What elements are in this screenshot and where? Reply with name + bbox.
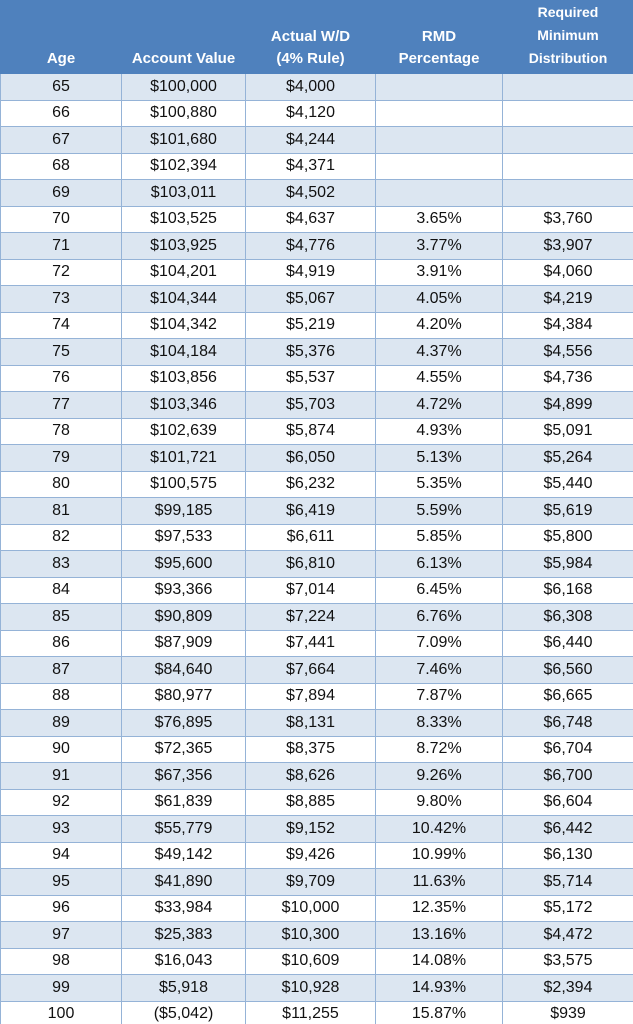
age-cell: 99 [1, 975, 122, 1002]
age-cell: 76 [1, 365, 122, 392]
table-row [1, 445, 633, 472]
rmd-percentage-cell: 7.46% [376, 657, 503, 684]
age-cell: 66 [1, 100, 122, 127]
actual-wd-cell: $10,300 [246, 922, 376, 949]
required-min-cell: $3,575 [503, 948, 633, 975]
actual-wd-cell: $5,874 [246, 418, 376, 445]
required-min-cell: $5,172 [503, 895, 633, 922]
rmd-percentage-cell: 3.65% [376, 206, 503, 233]
account-value-cell: $90,809 [122, 604, 246, 631]
header-rmd-percentage [376, 1, 503, 74]
account-value-cell: $100,000 [122, 74, 246, 101]
table-row [1, 789, 633, 816]
table-row [1, 180, 633, 207]
rmd-percentage-cell [376, 153, 503, 180]
required-min-cell [503, 153, 633, 180]
account-value-cell: $101,721 [122, 445, 246, 472]
actual-wd-cell: $7,894 [246, 683, 376, 710]
account-value-cell: $41,890 [122, 869, 246, 896]
actual-wd-cell: $8,626 [246, 763, 376, 790]
account-value-cell: $102,639 [122, 418, 246, 445]
account-value-cell: $99,185 [122, 498, 246, 525]
required-min-cell: $6,700 [503, 763, 633, 790]
table-row [1, 524, 633, 551]
rmd-percentage-cell: 10.99% [376, 842, 503, 869]
table-body [1, 74, 633, 1024]
age-cell: 79 [1, 445, 122, 472]
account-value-cell: $101,680 [122, 127, 246, 154]
table-row [1, 948, 633, 975]
actual-wd-cell: $7,014 [246, 577, 376, 604]
account-value-cell: $103,011 [122, 180, 246, 207]
account-value-cell: ($5,042) [122, 1001, 246, 1024]
actual-wd-cell: $4,371 [246, 153, 376, 180]
account-value-cell: $104,342 [122, 312, 246, 339]
actual-wd-cell: $5,067 [246, 286, 376, 313]
rmd-percentage-cell: 4.93% [376, 418, 503, 445]
header-actual-wd [246, 1, 376, 74]
rmd-percentage-cell: 4.20% [376, 312, 503, 339]
rmd-percentage-cell: 6.45% [376, 577, 503, 604]
age-cell: 78 [1, 418, 122, 445]
table-row [1, 842, 633, 869]
table-row [1, 418, 633, 445]
actual-wd-cell: $5,537 [246, 365, 376, 392]
rmd-percentage-cell: 4.37% [376, 339, 503, 366]
account-value-cell: $72,365 [122, 736, 246, 763]
actual-wd-cell: $9,709 [246, 869, 376, 896]
age-cell: 85 [1, 604, 122, 631]
account-value-cell: $95,600 [122, 551, 246, 578]
actual-wd-cell: $7,224 [246, 604, 376, 631]
account-value-cell: $100,575 [122, 471, 246, 498]
required-min-cell: $5,984 [503, 551, 633, 578]
table-row [1, 736, 633, 763]
age-cell: 94 [1, 842, 122, 869]
table-row [1, 551, 633, 578]
required-min-cell: $6,130 [503, 842, 633, 869]
actual-wd-cell: $8,131 [246, 710, 376, 737]
age-cell: 95 [1, 869, 122, 896]
rmd-percentage-cell [376, 74, 503, 101]
rmd-percentage-cell: 6.13% [376, 551, 503, 578]
rmd-percentage-cell: 7.09% [376, 630, 503, 657]
required-min-cell [503, 127, 633, 154]
required-min-cell: $4,899 [503, 392, 633, 419]
required-min-cell [503, 100, 633, 127]
account-value-cell: $104,184 [122, 339, 246, 366]
age-cell: 71 [1, 233, 122, 260]
rmd-percentage-cell: 14.08% [376, 948, 503, 975]
rmd-percentage-cell: 3.91% [376, 259, 503, 286]
table-header [1, 1, 633, 74]
actual-wd-cell: $5,219 [246, 312, 376, 339]
rmd-percentage-cell: 5.13% [376, 445, 503, 472]
age-cell: 81 [1, 498, 122, 525]
table-row [1, 312, 633, 339]
table-row [1, 975, 633, 1002]
actual-wd-cell: $9,426 [246, 842, 376, 869]
account-value-cell: $84,640 [122, 657, 246, 684]
header-actual-wd-line-2: (4% Rule) [276, 50, 345, 67]
age-cell: 82 [1, 524, 122, 551]
header-account-value-line: Account Value [131, 50, 236, 67]
table-row [1, 657, 633, 684]
rmd-percentage-cell: 7.87% [376, 683, 503, 710]
table-row [1, 127, 633, 154]
table-row [1, 869, 633, 896]
account-value-cell: $103,925 [122, 233, 246, 260]
header-required-minimum-distribution [503, 1, 633, 74]
age-cell: 75 [1, 339, 122, 366]
table-row [1, 392, 633, 419]
table-row [1, 259, 633, 286]
account-value-cell: $104,344 [122, 286, 246, 313]
actual-wd-cell: $11,255 [246, 1001, 376, 1024]
header-required-line-2: Minimum [537, 27, 599, 43]
account-value-cell: $55,779 [122, 816, 246, 843]
age-cell: 92 [1, 789, 122, 816]
required-min-cell: $4,472 [503, 922, 633, 949]
age-cell: 69 [1, 180, 122, 207]
required-min-cell: $5,440 [503, 471, 633, 498]
age-cell: 93 [1, 816, 122, 843]
age-cell: 97 [1, 922, 122, 949]
header-rmd-percentage-line-2: Percentage [398, 50, 480, 67]
required-min-cell: $5,091 [503, 418, 633, 445]
actual-wd-cell: $7,441 [246, 630, 376, 657]
header-rmd-percentage-line-1: RMD [421, 28, 457, 45]
actual-wd-cell: $6,232 [246, 471, 376, 498]
rmd-percentage-cell: 3.77% [376, 233, 503, 260]
account-value-cell: $49,142 [122, 842, 246, 869]
account-value-cell: $16,043 [122, 948, 246, 975]
age-cell: 67 [1, 127, 122, 154]
age-cell: 84 [1, 577, 122, 604]
table-row [1, 710, 633, 737]
required-min-cell: $6,308 [503, 604, 633, 631]
header-row [1, 1, 633, 74]
age-cell: 91 [1, 763, 122, 790]
age-cell: 83 [1, 551, 122, 578]
header-required-line-1: Required [537, 4, 599, 20]
table-row [1, 74, 633, 101]
required-min-cell: $4,060 [503, 259, 633, 286]
account-value-cell: $104,201 [122, 259, 246, 286]
rmd-percentage-cell: 11.63% [376, 869, 503, 896]
account-value-cell: $76,895 [122, 710, 246, 737]
actual-wd-cell: $9,152 [246, 816, 376, 843]
rmd-percentage-cell: 14.93% [376, 975, 503, 1002]
table-row [1, 233, 633, 260]
required-min-cell: $4,219 [503, 286, 633, 313]
account-value-cell: $25,383 [122, 922, 246, 949]
rmd-percentage-cell: 4.72% [376, 392, 503, 419]
age-cell: 70 [1, 206, 122, 233]
actual-wd-cell: $6,810 [246, 551, 376, 578]
account-value-cell: $100,880 [122, 100, 246, 127]
table-row [1, 683, 633, 710]
actual-wd-cell: $4,919 [246, 259, 376, 286]
actual-wd-cell: $10,609 [246, 948, 376, 975]
actual-wd-cell: $4,120 [246, 100, 376, 127]
actual-wd-cell: $6,419 [246, 498, 376, 525]
age-cell: 100 [1, 1001, 122, 1024]
account-value-cell: $103,856 [122, 365, 246, 392]
table-row [1, 922, 633, 949]
required-min-cell: $2,394 [503, 975, 633, 1002]
actual-wd-cell: $6,050 [246, 445, 376, 472]
age-cell: 74 [1, 312, 122, 339]
age-cell: 65 [1, 74, 122, 101]
account-value-cell: $61,839 [122, 789, 246, 816]
required-min-cell: $5,800 [503, 524, 633, 551]
actual-wd-cell: $4,000 [246, 74, 376, 101]
rmd-percentage-cell: 13.16% [376, 922, 503, 949]
table-row [1, 604, 633, 631]
required-min-cell: $4,556 [503, 339, 633, 366]
table-row [1, 153, 633, 180]
age-cell: 87 [1, 657, 122, 684]
age-cell: 80 [1, 471, 122, 498]
actual-wd-cell: $4,244 [246, 127, 376, 154]
account-value-cell: $97,533 [122, 524, 246, 551]
rmd-percentage-cell: 6.76% [376, 604, 503, 631]
actual-wd-cell: $10,928 [246, 975, 376, 1002]
required-min-cell: $4,384 [503, 312, 633, 339]
age-cell: 72 [1, 259, 122, 286]
required-min-cell [503, 180, 633, 207]
rmd-percentage-cell [376, 180, 503, 207]
actual-wd-cell: $6,611 [246, 524, 376, 551]
header-actual-wd-line-1: Actual W/D [270, 28, 351, 45]
account-value-cell: $80,977 [122, 683, 246, 710]
account-value-cell: $103,346 [122, 392, 246, 419]
table-row [1, 895, 633, 922]
rmd-percentage-cell: 4.05% [376, 286, 503, 313]
age-cell: 88 [1, 683, 122, 710]
account-value-cell: $67,356 [122, 763, 246, 790]
actual-wd-cell: $10,000 [246, 895, 376, 922]
actual-wd-cell: $4,637 [246, 206, 376, 233]
rmd-percentage-cell [376, 100, 503, 127]
rmd-percentage-cell: 9.80% [376, 789, 503, 816]
table-row [1, 630, 633, 657]
age-cell: 77 [1, 392, 122, 419]
actual-wd-cell: $5,376 [246, 339, 376, 366]
account-value-cell: $33,984 [122, 895, 246, 922]
required-min-cell: $5,619 [503, 498, 633, 525]
header-account-value [122, 1, 246, 74]
required-min-cell: $6,665 [503, 683, 633, 710]
required-min-cell: $6,168 [503, 577, 633, 604]
required-min-cell: $6,442 [503, 816, 633, 843]
rmd-percentage-cell: 8.33% [376, 710, 503, 737]
rmd-percentage-cell: 4.55% [376, 365, 503, 392]
required-min-cell: $4,736 [503, 365, 633, 392]
rmd-percentage-cell: 9.26% [376, 763, 503, 790]
age-cell: 73 [1, 286, 122, 313]
age-cell: 98 [1, 948, 122, 975]
required-min-cell: $939 [503, 1001, 633, 1024]
rmd-percentage-cell: 12.35% [376, 895, 503, 922]
table-row [1, 763, 633, 790]
table-row [1, 365, 633, 392]
age-cell: 90 [1, 736, 122, 763]
age-cell: 86 [1, 630, 122, 657]
rmd-percentage-cell: 5.59% [376, 498, 503, 525]
account-value-cell: $5,918 [122, 975, 246, 1002]
actual-wd-cell: $5,703 [246, 392, 376, 419]
rmd-percentage-cell: 8.72% [376, 736, 503, 763]
age-cell: 89 [1, 710, 122, 737]
rmd-percentage-cell [376, 127, 503, 154]
rmd-percentage-cell: 15.87% [376, 1001, 503, 1024]
required-min-cell: $3,907 [503, 233, 633, 260]
required-min-cell: $3,760 [503, 206, 633, 233]
header-age [1, 1, 122, 74]
table-row [1, 1001, 633, 1024]
actual-wd-cell: $4,776 [246, 233, 376, 260]
header-required-line-3: Distribution [528, 50, 608, 66]
account-value-cell: $102,394 [122, 153, 246, 180]
header-age-line: Age [46, 50, 76, 67]
table-row [1, 816, 633, 843]
required-min-cell: $6,604 [503, 789, 633, 816]
table-row [1, 577, 633, 604]
age-cell: 96 [1, 895, 122, 922]
age-cell: 68 [1, 153, 122, 180]
actual-wd-cell: $4,502 [246, 180, 376, 207]
table-row [1, 498, 633, 525]
required-min-cell [503, 74, 633, 101]
table-row [1, 286, 633, 313]
rmd-percentage-cell: 10.42% [376, 816, 503, 843]
table-row [1, 100, 633, 127]
actual-wd-cell: $7,664 [246, 657, 376, 684]
table-row [1, 339, 633, 366]
account-value-cell: $93,366 [122, 577, 246, 604]
required-min-cell: $6,748 [503, 710, 633, 737]
table-row [1, 206, 633, 233]
account-value-cell: $87,909 [122, 630, 246, 657]
required-min-cell: $6,560 [503, 657, 633, 684]
table-row [1, 471, 633, 498]
actual-wd-cell: $8,885 [246, 789, 376, 816]
account-value-cell: $103,525 [122, 206, 246, 233]
rmd-percentage-cell: 5.35% [376, 471, 503, 498]
required-min-cell: $6,704 [503, 736, 633, 763]
actual-wd-cell: $8,375 [246, 736, 376, 763]
rmd-percentage-cell: 5.85% [376, 524, 503, 551]
required-min-cell: $5,264 [503, 445, 633, 472]
required-min-cell: $5,714 [503, 869, 633, 896]
required-min-cell: $6,440 [503, 630, 633, 657]
